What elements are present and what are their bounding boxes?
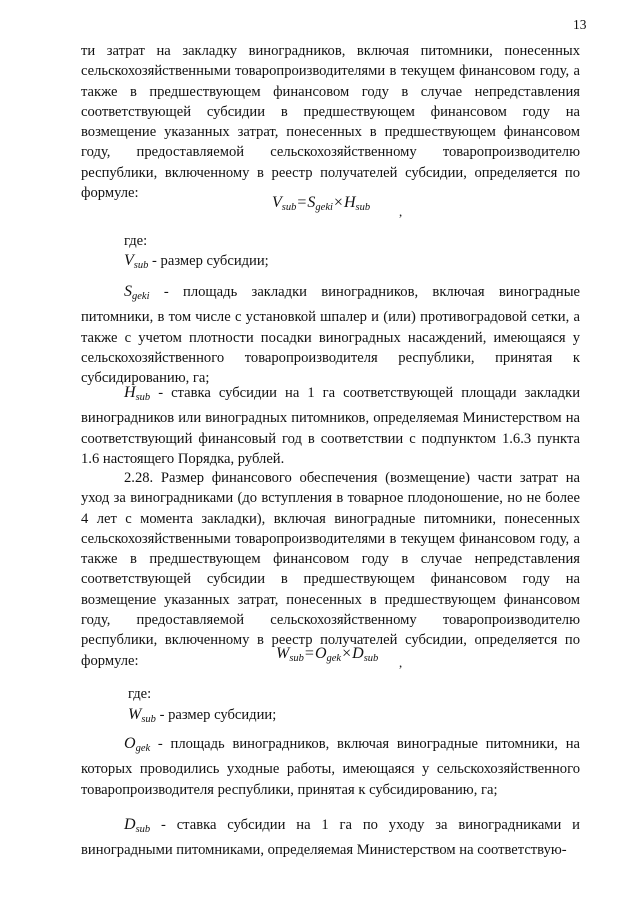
formula-w-comma: , — [399, 655, 403, 670]
definition-s: $S_{geki}$ - площадь закладки виноградников, включая виноградные питомники, в том числе с установкой шпалер и (или) противоградовой сетки, а также с учетом плотности посадки виноградных насаждений, имеющаяся у сельскохозяйственного товаропроизводителя республики, принятая к субсидированию, га; — [81, 283, 580, 387]
paragraph-2-28: 2.28. Размер финансового обеспечения (возмещение) части затрат на уход за виноградниками (до вступления в товарное плодоношение, но не более 4 лет с момента закладки), включая виноградные питомники, понесенных сельскохозяйственными товаропроизводителями в текущем финансовом году, а также в предшествующем финансовом году в случае непредставления соответствующей субсидии в предшествующем финансовом году на возмещение указанных затрат, понесенных в предшествующем финансовом году, предоставляемой сельскохозяйственному товаропроизводителю республики, включенному в реестр получателей субсидии, определяется по формуле: — [81, 470, 580, 669]
where-label-2: где: — [128, 686, 152, 702]
formula-v-comma: , — [399, 204, 403, 219]
formula-w: $W_{sub}=O_{gek}\times D_{sub}$ — [276, 645, 379, 664]
definition-v: $V_{sub}$ - размер субсидии; — [124, 252, 269, 271]
where-label-1: где: — [124, 233, 148, 249]
definition-o: $O_{gek}$ - площадь виноградников, включая виноградные питомники, на которых проводились уходные работы, имеющаяся у сельскохозяйственного товаропроизводителя республики, принятая к субсидированию, га; — [81, 735, 580, 798]
definition-w: $W_{sub}$ - размер субсидии; — [128, 706, 277, 725]
formula-v: $V_{sub}=S_{geki}\times H_{sub}$ — [272, 194, 371, 213]
page-number: 13 — [573, 17, 587, 32]
definition-d: $D_{sub}$ - ставка субсидии на 1 га по уходу за виноградниками и виноградными питомниками, определяемая Министерством на соответствую- — [81, 816, 580, 859]
definition-h: $H_{sub}$ - ставка субсидии на 1 га соответствующей площади закладки виноградников или виноградных питомников, определяемая Министерством на соответствующий финансовый год в соответствии с подпунктом 1.6.3 пункта 1.6 настоящего Порядка, рублей. — [81, 384, 580, 467]
paragraph-continuation: ти затрат на закладку виноградников, включая питомники, понесенных сельскохозяйственными товаропроизводителями в текущем финансовом году, а также в предшествующем финансовом году в случае непредставления соответствующей субсидии в предшествующем финансовом году на возмещение указанных затрат, понесенных в предшествующем финансовом году, предоставляемой сельскохозяйственному товаропроизводителю республики, включенному в реестр получателей субсидии, определяется по формуле: — [81, 43, 580, 202]
